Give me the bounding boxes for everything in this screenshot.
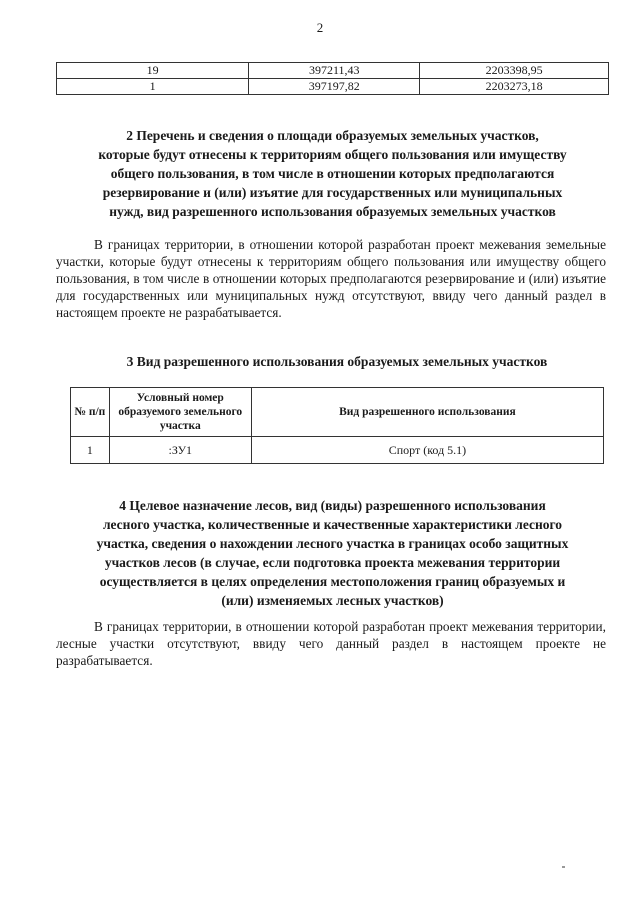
heading-line: резервирование и (или) изъятие для государственных или муниципальных [102, 185, 563, 200]
heading-line: которые будут отнесены к территориям общего пользования или имуществу [98, 147, 567, 162]
table-cell: 1 [57, 79, 249, 95]
section2-heading [56, 126, 609, 221]
column-header-plot-id: Условный номер образуемого земельного участка [109, 388, 251, 437]
table-cell: 397211,43 [249, 63, 420, 79]
heading-line: общего пользования, в том числе в отношении которых предполагаются [110, 166, 555, 181]
column-header-number: № п/п [71, 388, 110, 437]
heading-line: осуществляется в целях определения местоположения границ образуемых и [99, 574, 566, 589]
heading-line: участков лесов (в случае, если подготовка проекта межевания территории [104, 555, 561, 570]
table-cell: Спорт (код 5.1) [251, 437, 603, 464]
heading-line: участка, сведения о нахождении лесного участка в границах особо защитных [96, 536, 569, 551]
section3-heading: 3 Вид разрешенного использования образуемых земельных участков [126, 354, 548, 369]
scan-mark [562, 866, 565, 868]
table-cell: 19 [57, 63, 249, 79]
table-cell: 1 [71, 437, 110, 464]
table-cell: 397197,82 [249, 79, 420, 95]
heading-line: нужд, вид разрешенного использования образуемых земельных участков [109, 204, 556, 219]
table-row [57, 79, 609, 95]
column-header-use-type: Вид разрешенного использования [251, 388, 603, 437]
page-number: 2 [316, 20, 324, 35]
table-cell: 2203398,95 [420, 63, 609, 79]
table-row [71, 437, 604, 464]
section4-paragraph: В границах территории, в отношении которой разработан проект межевания территории, лесные участки отсутствуют, ввиду чего данный раздел в настоящем проекте не разрабатывается. [56, 619, 606, 668]
heading-line: 4 Целевое назначение лесов, вид (виды) разрешенного использования [119, 498, 546, 513]
coordinates-table [56, 62, 609, 95]
land-use-table [70, 387, 604, 464]
table-row [57, 63, 609, 79]
table-header-row [71, 388, 604, 437]
heading-line: 2 Перечень и сведения о площади образуемых земельных участков, [126, 128, 539, 143]
table-cell: 2203273,18 [420, 79, 609, 95]
section4-heading [56, 496, 609, 610]
heading-line: (или) изменяемых лесных участков) [221, 593, 444, 608]
table-cell: :ЗУ1 [109, 437, 251, 464]
section2-paragraph: В границах территории, в отношении которой разработан проект межевания земельные участки, которые будут отнесены к территориям общего пользования или имуществу общего пользования, в том числе в отношении которых предполагаются резервирование и (или) изъятие для государственных или муниципальных нужд отсутствуют, ввиду чего данный раздел в настоящем проекте не разрабатывается. [56, 237, 606, 320]
heading-line: лесного участка, количественные и качественные характеристики лесного [102, 517, 563, 532]
